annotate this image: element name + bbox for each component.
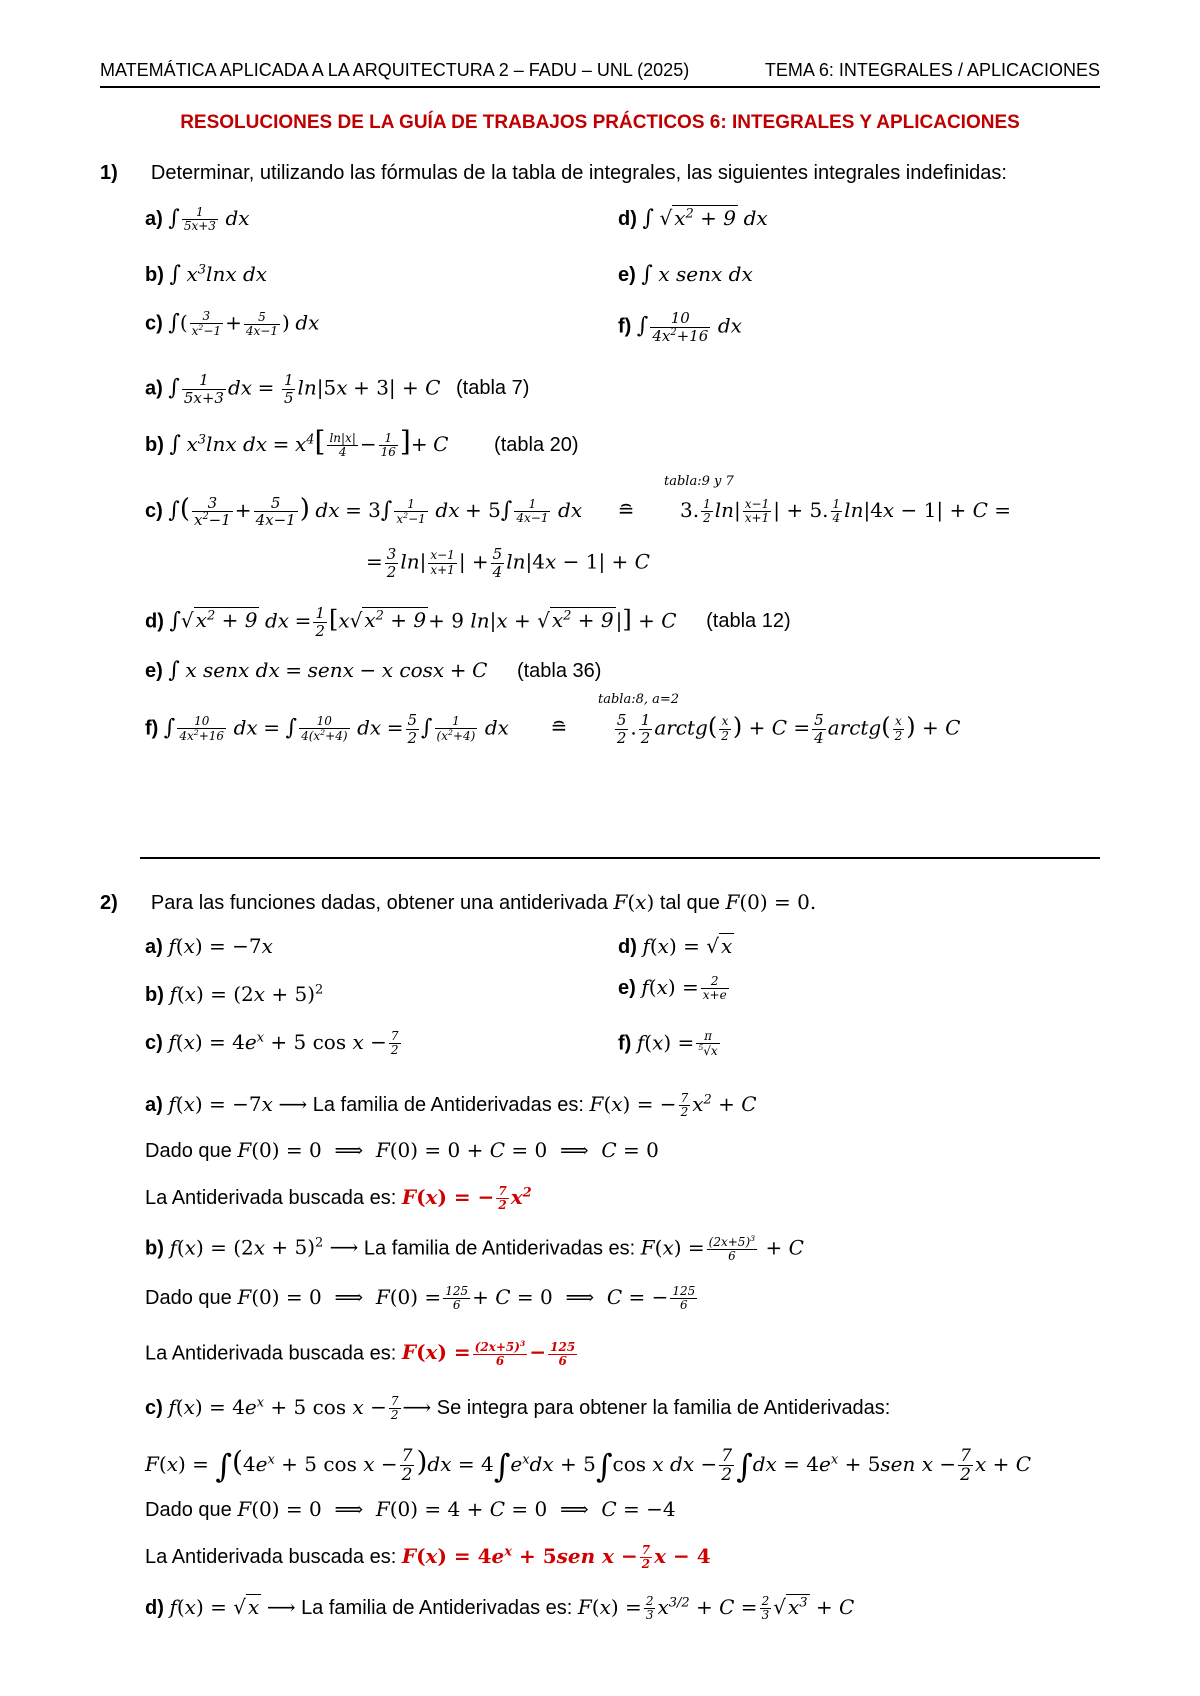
q1-solution-c-line1: c) ∫( $\frac{3}{x^2-1}$ + $\frac{5}{4x-1}$ ) dx = 3∫ $\frac{1}{x^2-1}$ dx + 5∫ $\frac{1}{4x-1}$ dx ≘ 3. $\frac{1}{2}$ ln| $\frac{x-1}{x+1}$ | + 5. $\frac{1}{4}$ ln|4x − 1| + C = (145, 493, 1012, 530)
q2-solution-b-given: Dado que F(0) = 0 ⟹ F(0) = $\frac{125}{6}$ + C = 0 ⟹ C = − $\frac{125}{6}$ (145, 1284, 696, 1313)
q1-statement-line (100, 162, 1007, 185)
q1-exercise-b: b) ∫ $x^3\ln x$ dx (145, 262, 268, 287)
page-header (100, 56, 1100, 88)
q1-solution-f: f) ∫ $\frac{10}{4x^2+16}$ dx = ∫ $\frac{10}{4(x^2+4)}$ dx = $\frac{5}{2}$ ∫ $\frac{1}{(x^2+4)}$ dx ≘ $\frac{5}{2}$ . $\frac{1}{2}$ arctg( $\frac{x}{2}$ ) + C = $\frac{5}{4}$ arctg( $\frac{x}{2}$ ) + C (145, 711, 961, 747)
q2-solution-c-result: La Antiderivada buscada es: $F(x) = 4e^x + 5sen$ x − $\frac{7}{2}$ x − 4 (145, 1543, 711, 1572)
q1-statement: Determinar, utilizando las fórmulas de la tabla de integrales, las siguientes integrales indefinidas: (150, 162, 1007, 184)
q1-exercise-c: c) ∫( $\frac{3}{x^2-1}$ + $\frac{5}{4x-1}$ ) dx (145, 309, 320, 339)
q2-solution-c-integral: $F(x) = \int(4e^x + 5$ cos x − $\frac{7}{2}$ )$dx = 4\int e^xdx + 5\int\cos$ x dx − $\frac{7}{2}$ $\int dx = 4e^x + 5sen$ x − $\frac{7}{2}$ x + C (145, 1445, 1032, 1486)
q2-exercise-e: e) f(x) = $\frac{2}{x+e}$ (618, 974, 727, 1003)
q2-number: 2) (100, 892, 118, 914)
q1-solution-d: d) ∫√ $x^2 + 9$ dx = $\frac{1}{2}$ [x√ $x^2 + 9 + 9$ ln|x + √ $x^2 + 9$ |] + C (tabla 12) (145, 604, 791, 640)
q1-exercise-f: f) ∫ $\frac{10}{4x^2+16}$ dx (618, 309, 742, 345)
q2-exercise-c: c) $f(x) = 4e^x + 5$ cos x − $\frac{7}{2}$ (145, 1029, 399, 1058)
q1-solution-a: a) ∫ $\frac{1}{5x+3}$ dx = $\frac{1}{5}$ ln|5x + 3| + C (tabla 7) (145, 371, 530, 407)
section-divider (140, 857, 1100, 859)
q1-exercise-a: a) ∫ $\frac{1}{5x+3}$ dx (145, 205, 250, 234)
q2-solution-d-family: d) f(x) = √ x ⟶ La familia de Antiderivadas es: F(x) = $\frac{2}{3}$ $x^{3/2} + C$ = $\frac{2}{3}$ √ $x^3 + C$ (145, 1594, 855, 1623)
q1-number: 1) (100, 162, 118, 184)
q2-solution-a-family: a) f(x) = −7x ⟶ La familia de Antiderivadas es: F(x) = − $\frac{7}{2}$ $x^2 + C$ (145, 1091, 757, 1120)
q2-exercise-f: f) f(x) = $\frac{\pi}{^5√x}$ (618, 1029, 718, 1059)
q1-solution-e: e) ∫ x senx dx = senx − x cosx + C (tabla 36) (145, 658, 602, 683)
q2-solution-c-intro: c) $f(x) = 4e^x + 5$ cos x − $\frac{7}{2}$ ⟶ Se integra para obtener la familia de Antiderivadas: (145, 1394, 891, 1423)
q2-solution-b-family: b) $f(x) = (2x + 5)^2$ ⟶ La familia de Antiderivadas es: F(x) = $\frac{(2x+5)^3}{6}$ + C (145, 1234, 804, 1264)
q1-solution-c-line2: = $\frac{3}{2}$ ln| $\frac{x-1}{x+1}$ | + $\frac{5}{4}$ ln|4x − 1| + C (366, 545, 650, 581)
header-course: MATEMÁTICA APLICADA A LA ARQUITECTURA 2 – FADU – UNL (2025) (100, 60, 690, 80)
q2-statement-prefix: Para las funciones dadas, obtener una antiderivada (150, 892, 608, 914)
q2-solution-c-given: Dado que F(0) = 0 ⟹ F(0) = 4 + C = 0 ⟹ C = −4 (145, 1497, 676, 1521)
q1-solution-b: b) ∫ $x^3\ln x$ dx = $x^4$[ $\frac{\ln|x|}{4}$ − $\frac{1}{16}$ ]+ C (tabla 20) (145, 425, 579, 460)
q1-f-table-note: tabla:8, a=2 (598, 692, 680, 707)
q1-c-table-note: tabla:9 y 7 (664, 474, 734, 489)
q2-solution-b-result: La Antiderivada buscada es: F(x) = $\frac{(2x+5)^3}{6}$ − $\frac{125}{6}$ (145, 1339, 576, 1369)
document-title: RESOLUCIONES DE LA GUÍA DE TRABAJOS PRÁCTICOS 6: INTEGRALES Y APLICACIONES (180, 112, 1020, 133)
q2-exercise-d: d) f(x) = √ x (618, 934, 733, 958)
q2-statement-line: 2) Para las funciones dadas, obtener una antiderivada F(x) tal que F(0) = 0. (100, 890, 817, 914)
q2-solution-a-result: La Antiderivada buscada es: F(x) = − $\frac{7}{2}$ $x^2$ (145, 1184, 532, 1213)
q2-exercise-b: b) $f(x) = (2x + 5)^2$ (145, 982, 324, 1006)
q1-exercise-d: d) ∫ √ $x^2 + 9$ dx (618, 206, 768, 231)
q1-exercise-e: e) ∫ x senx dx (618, 262, 753, 287)
q2-exercise-a: a) f(x) = −7x (145, 934, 273, 958)
q2-statement-mid: tal que (659, 892, 720, 914)
q2-solution-a-given: Dado que F(0) = 0 ⟹ F(0) = 0 + C = 0 ⟹ C = 0 (145, 1138, 659, 1162)
header-topic: TEMA 6: INTEGRALES / APLICACIONES (764, 60, 1100, 80)
